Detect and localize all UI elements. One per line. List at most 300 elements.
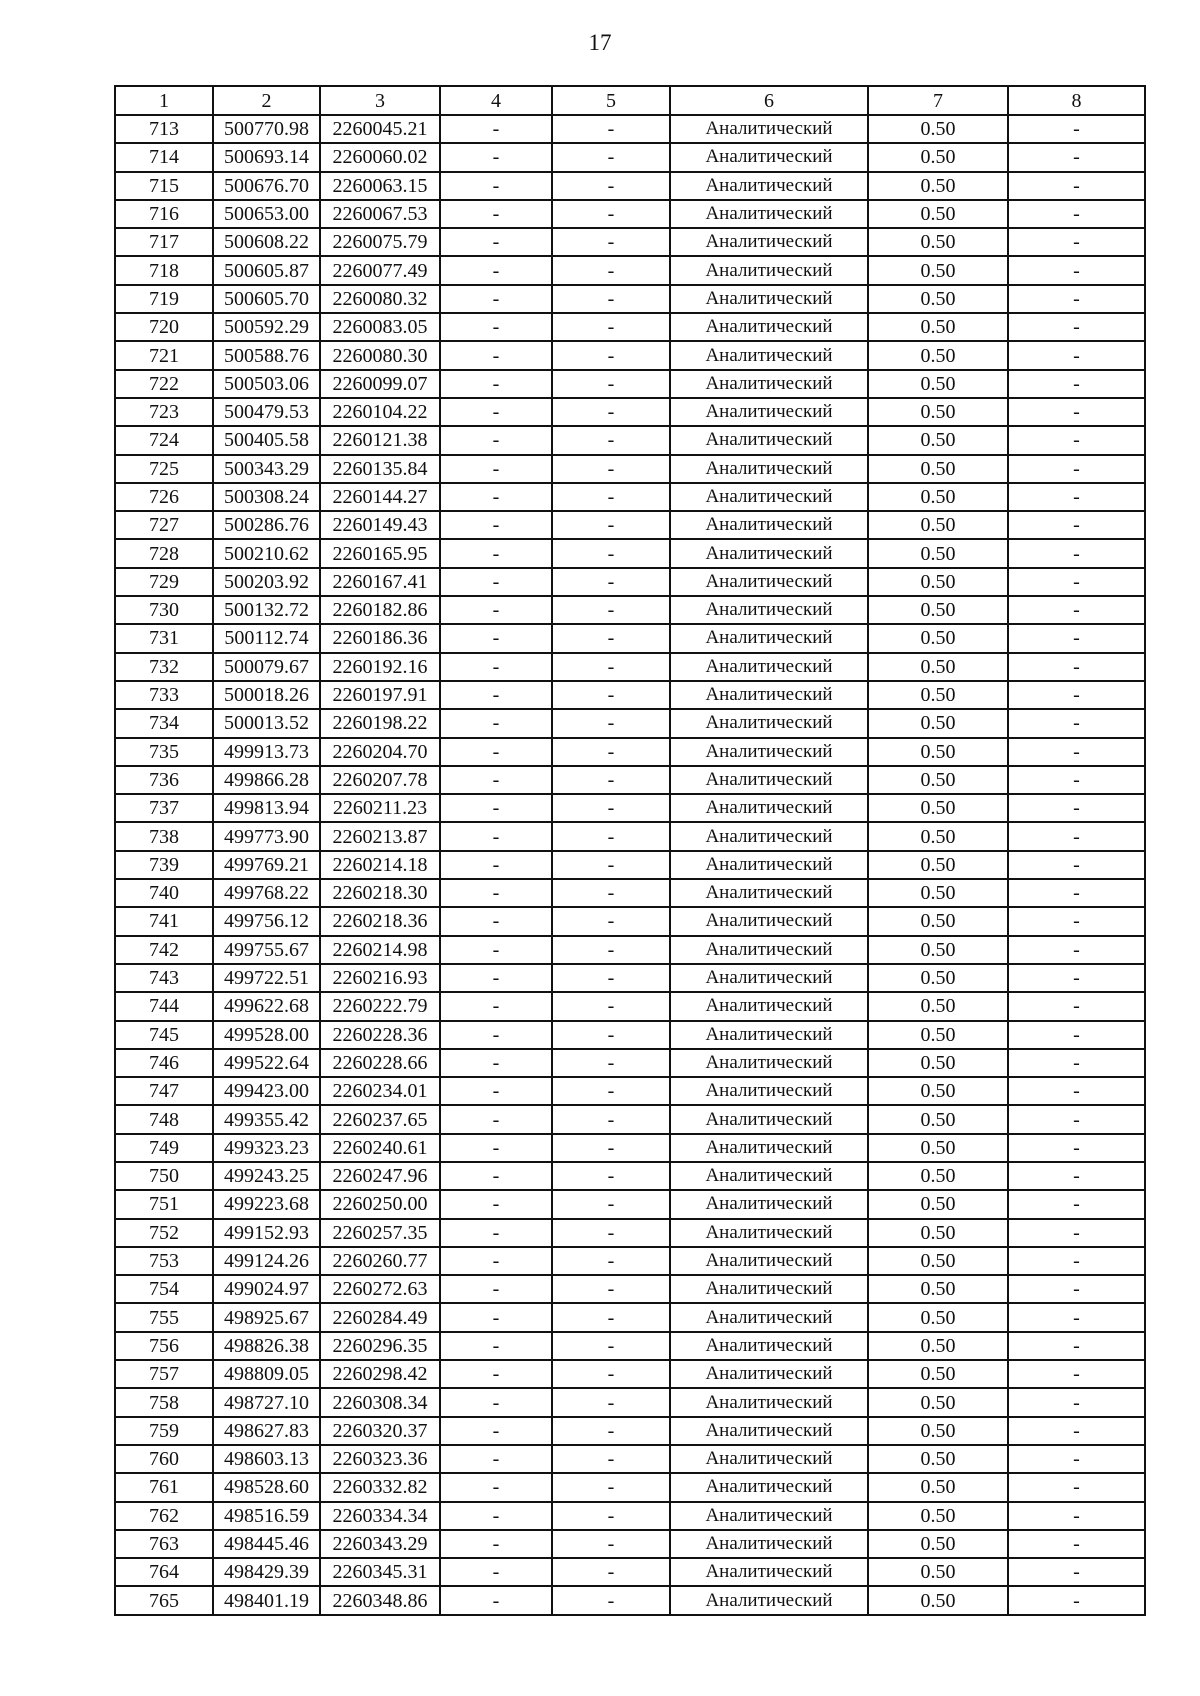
accuracy-cell: 0.50 [868,1190,1008,1218]
column-4-cell: - [440,398,552,426]
table-row [115,709,1145,737]
y-coordinate-cell: 2260149.43 [320,511,440,539]
y-coordinate-cell: 2260099.07 [320,370,440,398]
y-coordinate-cell: 2260214.18 [320,851,440,879]
column-8-cell: - [1008,1247,1145,1275]
column-8-cell: - [1008,992,1145,1020]
point-number-cell: 750 [115,1162,213,1190]
column-4-cell: - [440,766,552,794]
column-header: 7 [868,86,1008,115]
column-5-cell: - [552,143,670,171]
column-8-cell: - [1008,426,1145,454]
column-5-cell: - [552,313,670,341]
column-5-cell: - [552,1360,670,1388]
method-cell: Аналитический [670,1473,868,1501]
column-4-cell: - [440,228,552,256]
column-4-cell: - [440,738,552,766]
accuracy-cell: 0.50 [868,1219,1008,1247]
method-cell: Аналитический [670,653,868,681]
x-coordinate-cell: 499223.68 [213,1190,320,1218]
column-4-cell: - [440,313,552,341]
point-number-cell: 747 [115,1077,213,1105]
table-row [115,1247,1145,1275]
y-coordinate-cell: 2260211.23 [320,794,440,822]
column-5-cell: - [552,1247,670,1275]
column-5-cell: - [552,681,670,709]
table-row [115,285,1145,313]
column-8-cell: - [1008,341,1145,369]
column-5-cell: - [552,511,670,539]
column-8-cell: - [1008,738,1145,766]
y-coordinate-cell: 2260067.53 [320,200,440,228]
table-row [115,1134,1145,1162]
column-5-cell: - [552,568,670,596]
table-row [115,1417,1145,1445]
column-5-cell: - [552,1445,670,1473]
method-cell: Аналитический [670,794,868,822]
column-4-cell: - [440,256,552,284]
accuracy-cell: 0.50 [868,511,1008,539]
column-8-cell: - [1008,200,1145,228]
method-cell: Аналитический [670,766,868,794]
column-4-cell: - [440,596,552,624]
y-coordinate-cell: 2260343.29 [320,1530,440,1558]
column-4-cell: - [440,1275,552,1303]
column-5-cell: - [552,483,670,511]
y-coordinate-cell: 2260192.16 [320,653,440,681]
y-coordinate-cell: 2260104.22 [320,398,440,426]
method-cell: Аналитический [670,1332,868,1360]
point-number-cell: 729 [115,568,213,596]
point-number-cell: 732 [115,653,213,681]
column-5-cell: - [552,1558,670,1586]
accuracy-cell: 0.50 [868,1077,1008,1105]
y-coordinate-cell: 2260237.65 [320,1105,440,1133]
y-coordinate-cell: 2260182.86 [320,596,440,624]
point-number-cell: 736 [115,766,213,794]
column-5-cell: - [552,964,670,992]
column-8-cell: - [1008,398,1145,426]
method-cell: Аналитический [670,1530,868,1558]
method-cell: Аналитический [670,738,868,766]
column-5-cell: - [552,1049,670,1077]
column-5-cell: - [552,455,670,483]
method-cell: Аналитический [670,1134,868,1162]
accuracy-cell: 0.50 [868,1388,1008,1416]
method-cell: Аналитический [670,1049,868,1077]
table-row [115,1275,1145,1303]
column-5-cell: - [552,1134,670,1162]
y-coordinate-cell: 2260216.93 [320,964,440,992]
column-5-cell: - [552,172,670,200]
accuracy-cell: 0.50 [868,738,1008,766]
column-header: 4 [440,86,552,115]
column-5-cell: - [552,822,670,850]
column-4-cell: - [440,1388,552,1416]
x-coordinate-cell: 500676.70 [213,172,320,200]
column-8-cell: - [1008,1473,1145,1501]
point-number-cell: 722 [115,370,213,398]
column-4-cell: - [440,1530,552,1558]
column-5-cell: - [552,709,670,737]
point-number-cell: 718 [115,256,213,284]
point-number-cell: 737 [115,794,213,822]
method-cell: Аналитический [670,879,868,907]
method-cell: Аналитический [670,539,868,567]
accuracy-cell: 0.50 [868,285,1008,313]
accuracy-cell: 0.50 [868,709,1008,737]
point-number-cell: 726 [115,483,213,511]
column-8-cell: - [1008,568,1145,596]
y-coordinate-cell: 2260323.36 [320,1445,440,1473]
method-cell: Аналитический [670,483,868,511]
table-row [115,1586,1145,1614]
table-row [115,1219,1145,1247]
point-number-cell: 765 [115,1586,213,1614]
y-coordinate-cell: 2260204.70 [320,738,440,766]
column-4-cell: - [440,115,552,143]
column-5-cell: - [552,624,670,652]
column-8-cell: - [1008,1558,1145,1586]
x-coordinate-cell: 498925.67 [213,1303,320,1331]
column-4-cell: - [440,511,552,539]
y-coordinate-cell: 2260214.98 [320,936,440,964]
table-row [115,936,1145,964]
table-row [115,851,1145,879]
column-4-cell: - [440,1077,552,1105]
point-number-cell: 728 [115,539,213,567]
accuracy-cell: 0.50 [868,200,1008,228]
column-4-cell: - [440,1502,552,1530]
accuracy-cell: 0.50 [868,851,1008,879]
x-coordinate-cell: 500592.29 [213,313,320,341]
column-4-cell: - [440,426,552,454]
method-cell: Аналитический [670,907,868,935]
column-4-cell: - [440,370,552,398]
accuracy-cell: 0.50 [868,398,1008,426]
y-coordinate-cell: 2260332.82 [320,1473,440,1501]
column-4-cell: - [440,143,552,171]
method-cell: Аналитический [670,200,868,228]
point-number-cell: 742 [115,936,213,964]
accuracy-cell: 0.50 [868,681,1008,709]
column-4-cell: - [440,851,552,879]
column-8-cell: - [1008,1530,1145,1558]
x-coordinate-cell: 500203.92 [213,568,320,596]
accuracy-cell: 0.50 [868,1105,1008,1133]
column-8-cell: - [1008,1332,1145,1360]
table-row [115,426,1145,454]
column-4-cell: - [440,1586,552,1614]
method-cell: Аналитический [670,822,868,850]
y-coordinate-cell: 2260197.91 [320,681,440,709]
method-cell: Аналитический [670,511,868,539]
column-8-cell: - [1008,879,1145,907]
x-coordinate-cell: 499755.67 [213,936,320,964]
column-8-cell: - [1008,1275,1145,1303]
y-coordinate-cell: 2260060.02 [320,143,440,171]
column-8-cell: - [1008,681,1145,709]
y-coordinate-cell: 2260308.34 [320,1388,440,1416]
accuracy-cell: 0.50 [868,879,1008,907]
column-5-cell: - [552,1275,670,1303]
column-5-cell: - [552,1473,670,1501]
point-number-cell: 724 [115,426,213,454]
column-8-cell: - [1008,511,1145,539]
y-coordinate-cell: 2260207.78 [320,766,440,794]
point-number-cell: 733 [115,681,213,709]
column-4-cell: - [440,1360,552,1388]
x-coordinate-cell: 498528.60 [213,1473,320,1501]
column-5-cell: - [552,1219,670,1247]
method-cell: Аналитический [670,624,868,652]
x-coordinate-cell: 499722.51 [213,964,320,992]
column-8-cell: - [1008,1502,1145,1530]
column-8-cell: - [1008,1417,1145,1445]
point-number-cell: 744 [115,992,213,1020]
method-cell: Аналитический [670,370,868,398]
x-coordinate-cell: 499756.12 [213,907,320,935]
accuracy-cell: 0.50 [868,1558,1008,1586]
table-row [115,483,1145,511]
x-coordinate-cell: 499024.97 [213,1275,320,1303]
column-8-cell: - [1008,1219,1145,1247]
accuracy-cell: 0.50 [868,653,1008,681]
method-cell: Аналитический [670,1558,868,1586]
table-row [115,653,1145,681]
column-5-cell: - [552,1502,670,1530]
table-row [115,624,1145,652]
method-cell: Аналитический [670,341,868,369]
x-coordinate-cell: 498429.39 [213,1558,320,1586]
column-5-cell: - [552,794,670,822]
column-4-cell: - [440,624,552,652]
x-coordinate-cell: 498627.83 [213,1417,320,1445]
column-4-cell: - [440,1219,552,1247]
point-number-cell: 731 [115,624,213,652]
column-4-cell: - [440,964,552,992]
method-cell: Аналитический [670,1077,868,1105]
point-number-cell: 760 [115,1445,213,1473]
y-coordinate-cell: 2260121.38 [320,426,440,454]
column-4-cell: - [440,879,552,907]
column-header: 8 [1008,86,1145,115]
y-coordinate-cell: 2260075.79 [320,228,440,256]
column-8-cell: - [1008,115,1145,143]
x-coordinate-cell: 499243.25 [213,1162,320,1190]
y-coordinate-cell: 2260077.49 [320,256,440,284]
point-number-cell: 714 [115,143,213,171]
column-8-cell: - [1008,1049,1145,1077]
x-coordinate-cell: 498826.38 [213,1332,320,1360]
method-cell: Аналитический [670,256,868,284]
x-coordinate-cell: 498401.19 [213,1586,320,1614]
y-coordinate-cell: 2260218.36 [320,907,440,935]
table-row [115,256,1145,284]
point-number-cell: 738 [115,822,213,850]
column-8-cell: - [1008,172,1145,200]
point-number-cell: 745 [115,1021,213,1049]
accuracy-cell: 0.50 [868,1445,1008,1473]
column-5-cell: - [552,398,670,426]
point-number-cell: 751 [115,1190,213,1218]
header-row [115,86,1145,115]
x-coordinate-cell: 500018.26 [213,681,320,709]
method-cell: Аналитический [670,596,868,624]
accuracy-cell: 0.50 [868,992,1008,1020]
table-row [115,1105,1145,1133]
column-8-cell: - [1008,228,1145,256]
x-coordinate-cell: 499124.26 [213,1247,320,1275]
column-4-cell: - [440,1162,552,1190]
column-5-cell: - [552,228,670,256]
table-row [115,568,1145,596]
column-5-cell: - [552,285,670,313]
column-4-cell: - [440,992,552,1020]
accuracy-cell: 0.50 [868,1502,1008,1530]
method-cell: Аналитический [670,1021,868,1049]
point-number-cell: 725 [115,455,213,483]
table-row [115,1388,1145,1416]
column-5-cell: - [552,1332,670,1360]
table-row [115,681,1145,709]
method-cell: Аналитический [670,964,868,992]
y-coordinate-cell: 2260213.87 [320,822,440,850]
point-number-cell: 735 [115,738,213,766]
column-8-cell: - [1008,1190,1145,1218]
x-coordinate-cell: 499355.42 [213,1105,320,1133]
method-cell: Аналитический [670,1445,868,1473]
accuracy-cell: 0.50 [868,228,1008,256]
table-row [115,1190,1145,1218]
column-5-cell: - [552,766,670,794]
column-8-cell: - [1008,455,1145,483]
x-coordinate-cell: 500013.52 [213,709,320,737]
x-coordinate-cell: 498445.46 [213,1530,320,1558]
column-4-cell: - [440,794,552,822]
column-5-cell: - [552,1105,670,1133]
table-row [115,172,1145,200]
x-coordinate-cell: 500693.14 [213,143,320,171]
table-row [115,879,1145,907]
column-4-cell: - [440,907,552,935]
table-row [115,822,1145,850]
table-row [115,1473,1145,1501]
x-coordinate-cell: 498727.10 [213,1388,320,1416]
x-coordinate-cell: 500132.72 [213,596,320,624]
column-8-cell: - [1008,1162,1145,1190]
y-coordinate-cell: 2260228.66 [320,1049,440,1077]
table-body [115,115,1145,1615]
column-4-cell: - [440,1332,552,1360]
column-4-cell: - [440,1134,552,1162]
table-row [115,455,1145,483]
method-cell: Аналитический [670,313,868,341]
column-8-cell: - [1008,964,1145,992]
table-row [115,1530,1145,1558]
column-5-cell: - [552,1021,670,1049]
column-5-cell: - [552,426,670,454]
column-4-cell: - [440,1021,552,1049]
point-number-cell: 755 [115,1303,213,1331]
method-cell: Аналитический [670,851,868,879]
column-8-cell: - [1008,483,1145,511]
point-number-cell: 763 [115,1530,213,1558]
method-cell: Аналитический [670,455,868,483]
accuracy-cell: 0.50 [868,907,1008,935]
x-coordinate-cell: 500079.67 [213,653,320,681]
column-8-cell: - [1008,1134,1145,1162]
column-8-cell: - [1008,596,1145,624]
table-row [115,398,1145,426]
x-coordinate-cell: 500605.87 [213,256,320,284]
table-row [115,313,1145,341]
method-cell: Аналитический [670,172,868,200]
column-header: 3 [320,86,440,115]
point-number-cell: 759 [115,1417,213,1445]
point-number-cell: 758 [115,1388,213,1416]
method-cell: Аналитический [670,426,868,454]
x-coordinate-cell: 500286.76 [213,511,320,539]
accuracy-cell: 0.50 [868,1247,1008,1275]
table-row [115,1021,1145,1049]
table-row [115,115,1145,143]
column-4-cell: - [440,1558,552,1586]
table-row [115,1049,1145,1077]
column-5-cell: - [552,1190,670,1218]
accuracy-cell: 0.50 [868,794,1008,822]
column-5-cell: - [552,1162,670,1190]
table-row [115,907,1145,935]
x-coordinate-cell: 499152.93 [213,1219,320,1247]
column-4-cell: - [440,709,552,737]
x-coordinate-cell: 499423.00 [213,1077,320,1105]
y-coordinate-cell: 2260045.21 [320,115,440,143]
accuracy-cell: 0.50 [868,1586,1008,1614]
table-row [115,794,1145,822]
accuracy-cell: 0.50 [868,936,1008,964]
y-coordinate-cell: 2260080.32 [320,285,440,313]
y-coordinate-cell: 2260186.36 [320,624,440,652]
method-cell: Аналитический [670,1502,868,1530]
column-5-cell: - [552,256,670,284]
column-8-cell: - [1008,313,1145,341]
point-number-cell: 743 [115,964,213,992]
point-number-cell: 746 [115,1049,213,1077]
column-5-cell: - [552,1388,670,1416]
table-row [115,964,1145,992]
x-coordinate-cell: 500479.53 [213,398,320,426]
point-number-cell: 717 [115,228,213,256]
column-4-cell: - [440,822,552,850]
column-4-cell: - [440,1049,552,1077]
y-coordinate-cell: 2260218.30 [320,879,440,907]
column-8-cell: - [1008,851,1145,879]
table-row [115,1445,1145,1473]
method-cell: Аналитический [670,143,868,171]
table-row [115,1558,1145,1586]
method-cell: Аналитический [670,681,868,709]
column-4-cell: - [440,936,552,964]
x-coordinate-cell: 500588.76 [213,341,320,369]
coordinates-table [114,85,1146,1616]
column-8-cell: - [1008,624,1145,652]
y-coordinate-cell: 2260165.95 [320,539,440,567]
x-coordinate-cell: 499323.23 [213,1134,320,1162]
column-8-cell: - [1008,539,1145,567]
y-coordinate-cell: 2260234.01 [320,1077,440,1105]
x-coordinate-cell: 500405.58 [213,426,320,454]
